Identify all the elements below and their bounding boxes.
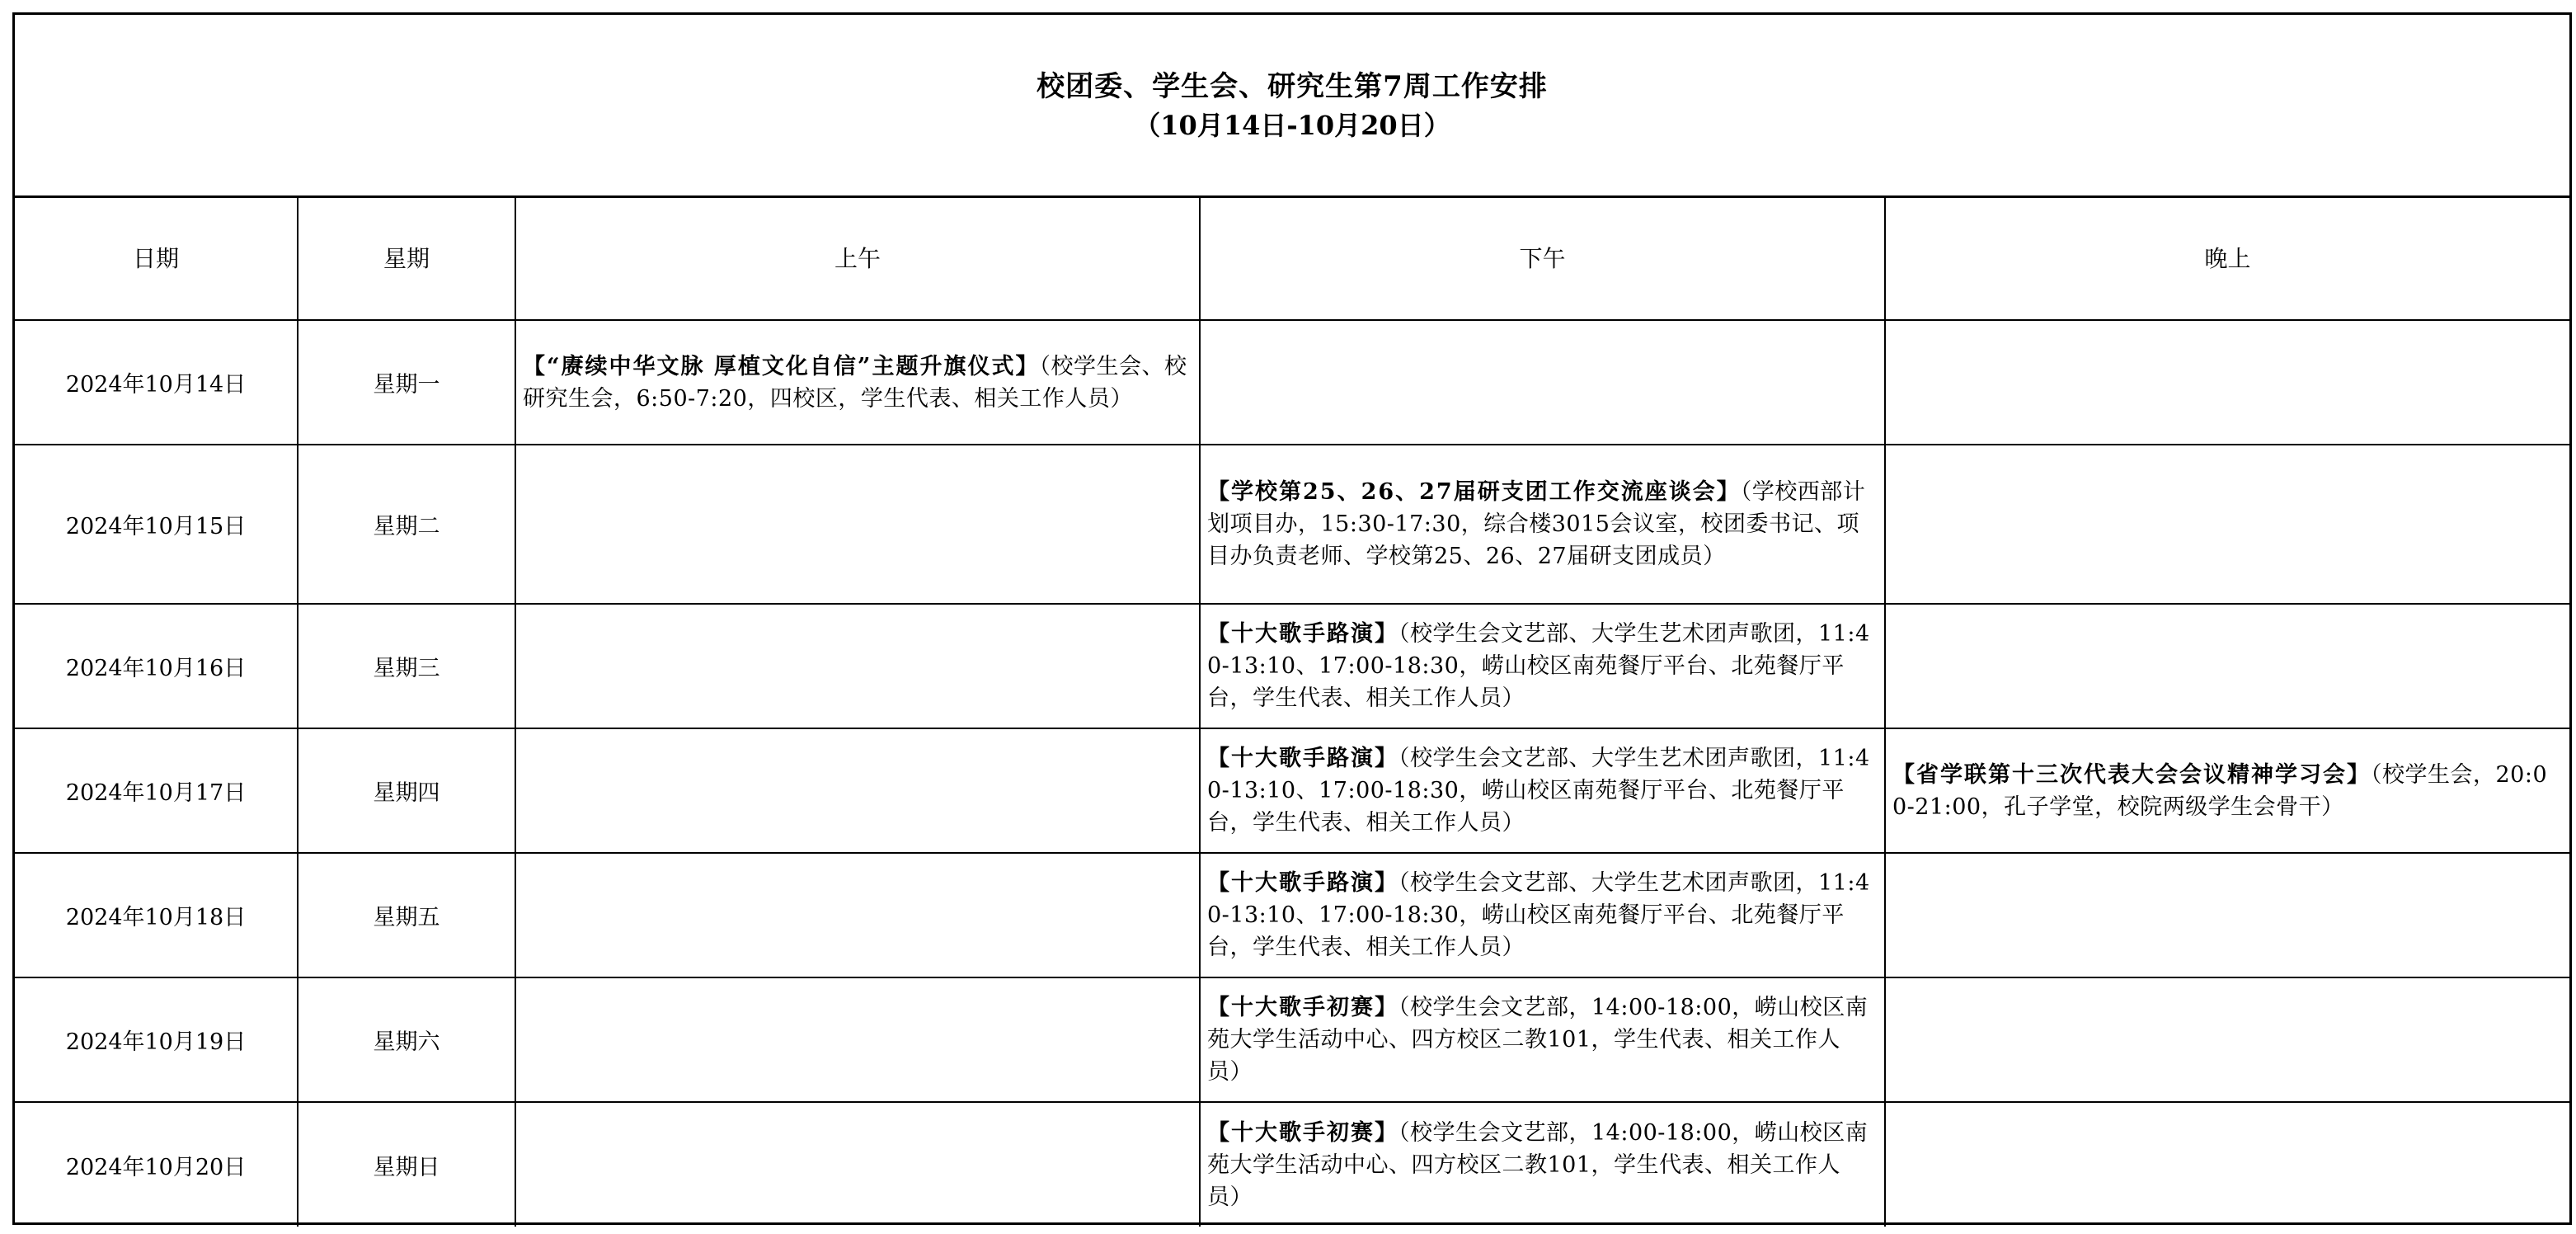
table-row (15, 977, 2569, 1102)
table-row (15, 604, 2569, 728)
morning-cell (515, 445, 1200, 604)
event-title: 【十大歌手路演】 (1207, 746, 1398, 771)
table-row (15, 445, 2569, 604)
morning-cell (515, 320, 1200, 445)
event-entry (1201, 476, 1884, 572)
weekday-cell: 星期五 (298, 853, 515, 977)
date-cell: 2024年10月14日 (15, 320, 298, 445)
schedule-sheet (12, 12, 2572, 1225)
evening-cell (1885, 604, 2569, 728)
date-cell: 2024年10月19日 (15, 977, 298, 1102)
table-row (15, 320, 2569, 445)
column-header-weekday: 星期 (298, 195, 515, 320)
date-range-subtitle: （10月14日-10月20日） (1134, 109, 1450, 141)
table-row (15, 853, 2569, 977)
afternoon-cell (1200, 320, 1885, 445)
afternoon-cell (1200, 977, 1885, 1102)
event-entry (1201, 867, 1884, 963)
weekday-cell: 星期四 (298, 728, 515, 853)
afternoon-cell (1200, 445, 1885, 604)
event-detail: （校学生会文艺部，14:00-18:00，崂山校区南苑大学生活动中心、四方校区二教101，学生代表、相关工作人员） (1207, 995, 1869, 1085)
morning-cell (515, 853, 1200, 977)
evening-cell (1885, 1102, 2569, 1227)
event-entry (1201, 1117, 1884, 1213)
event-detail: （校学生会文艺部、大学生艺术团声歌团，11:40-13:10、17:00-18:30，崂山校区南苑餐厅平台、北苑餐厅平台，学生代表、相关工作人员） (1207, 870, 1870, 960)
date-cell: 2024年10月18日 (15, 853, 298, 977)
column-header-morning: 上午 (515, 195, 1200, 320)
morning-cell (515, 1102, 1200, 1227)
event-title: 【“赓续中华文脉 厚植文化自信”主题升旗仪式】 (523, 353, 1040, 379)
table-row (15, 1102, 2569, 1227)
evening-cell (1885, 728, 2569, 853)
event-detail: （校学生会文艺部，14:00-18:00，崂山校区南苑大学生活动中心、四方校区二教101，学生代表、相关工作人员） (1207, 1119, 1869, 1210)
weekday-cell: 星期三 (298, 604, 515, 728)
event-title: 【学校第25、26、27届研支团工作交流座谈会】 (1207, 479, 1741, 505)
evening-cell (1885, 977, 2569, 1102)
event-entry (1201, 618, 1884, 714)
event-detail: （学校西部计划项目办，15:30-17:30，综合楼3015会议室，校团委书记、项目办负责老师、学校第25、26、27届研支团成员） (1207, 479, 1866, 569)
afternoon-cell (1200, 853, 1885, 977)
date-cell: 2024年10月20日 (15, 1102, 298, 1227)
afternoon-cell (1200, 1102, 1885, 1227)
column-header-date: 日期 (15, 195, 298, 320)
event-entry (516, 351, 1199, 415)
evening-cell (1885, 445, 2569, 604)
evening-cell (1885, 853, 2569, 977)
weekday-cell: 星期六 (298, 977, 515, 1102)
column-header-evening: 晚上 (1885, 195, 2569, 320)
schedule-table (15, 195, 2569, 1227)
event-entry (1201, 991, 1884, 1088)
title-block (15, 15, 2569, 198)
event-detail: （校学生会，20:00-21:00，孔子学堂，校院两级学生会骨干） (1892, 761, 2548, 820)
weekday-cell: 星期日 (298, 1102, 515, 1227)
morning-cell (515, 604, 1200, 728)
date-cell: 2024年10月15日 (15, 445, 298, 604)
event-title: 【十大歌手初赛】 (1207, 995, 1398, 1020)
evening-cell (1885, 320, 2569, 445)
table-row (15, 728, 2569, 853)
morning-cell (515, 977, 1200, 1102)
page-title: 校团委、学生会、研究生第7周工作安排 (1037, 69, 1548, 103)
weekday-cell: 星期一 (298, 320, 515, 445)
event-title: 【省学联第十三次代表大会会议精神学习会】 (1892, 761, 2371, 788)
event-entry (1886, 759, 2569, 823)
header-row (15, 195, 2569, 320)
event-title: 【十大歌手路演】 (1207, 621, 1398, 647)
date-cell: 2024年10月17日 (15, 728, 298, 853)
weekday-cell: 星期二 (298, 445, 515, 604)
event-detail: （校学生会文艺部、大学生艺术团声歌团，11:40-13:10、17:00-18:30，崂山校区南苑餐厅平台、北苑餐厅平台，学生代表、相关工作人员） (1207, 746, 1870, 836)
date-cell: 2024年10月16日 (15, 604, 298, 728)
afternoon-cell (1200, 728, 1885, 853)
afternoon-cell (1200, 604, 1885, 728)
event-entry (1201, 742, 1884, 839)
column-header-afternoon: 下午 (1200, 195, 1885, 320)
event-title: 【十大歌手初赛】 (1207, 1119, 1398, 1146)
event-title: 【十大歌手路演】 (1207, 870, 1398, 896)
event-detail: （校学生会文艺部、大学生艺术团声歌团，11:40-13:10、17:00-18:30，崂山校区南苑餐厅平台、北苑餐厅平台，学生代表、相关工作人员） (1207, 621, 1870, 711)
event-detail: （校学生会、校研究生会，6:50-7:20，四校区，学生代表、相关工作人员） (523, 353, 1187, 412)
morning-cell (515, 728, 1200, 853)
